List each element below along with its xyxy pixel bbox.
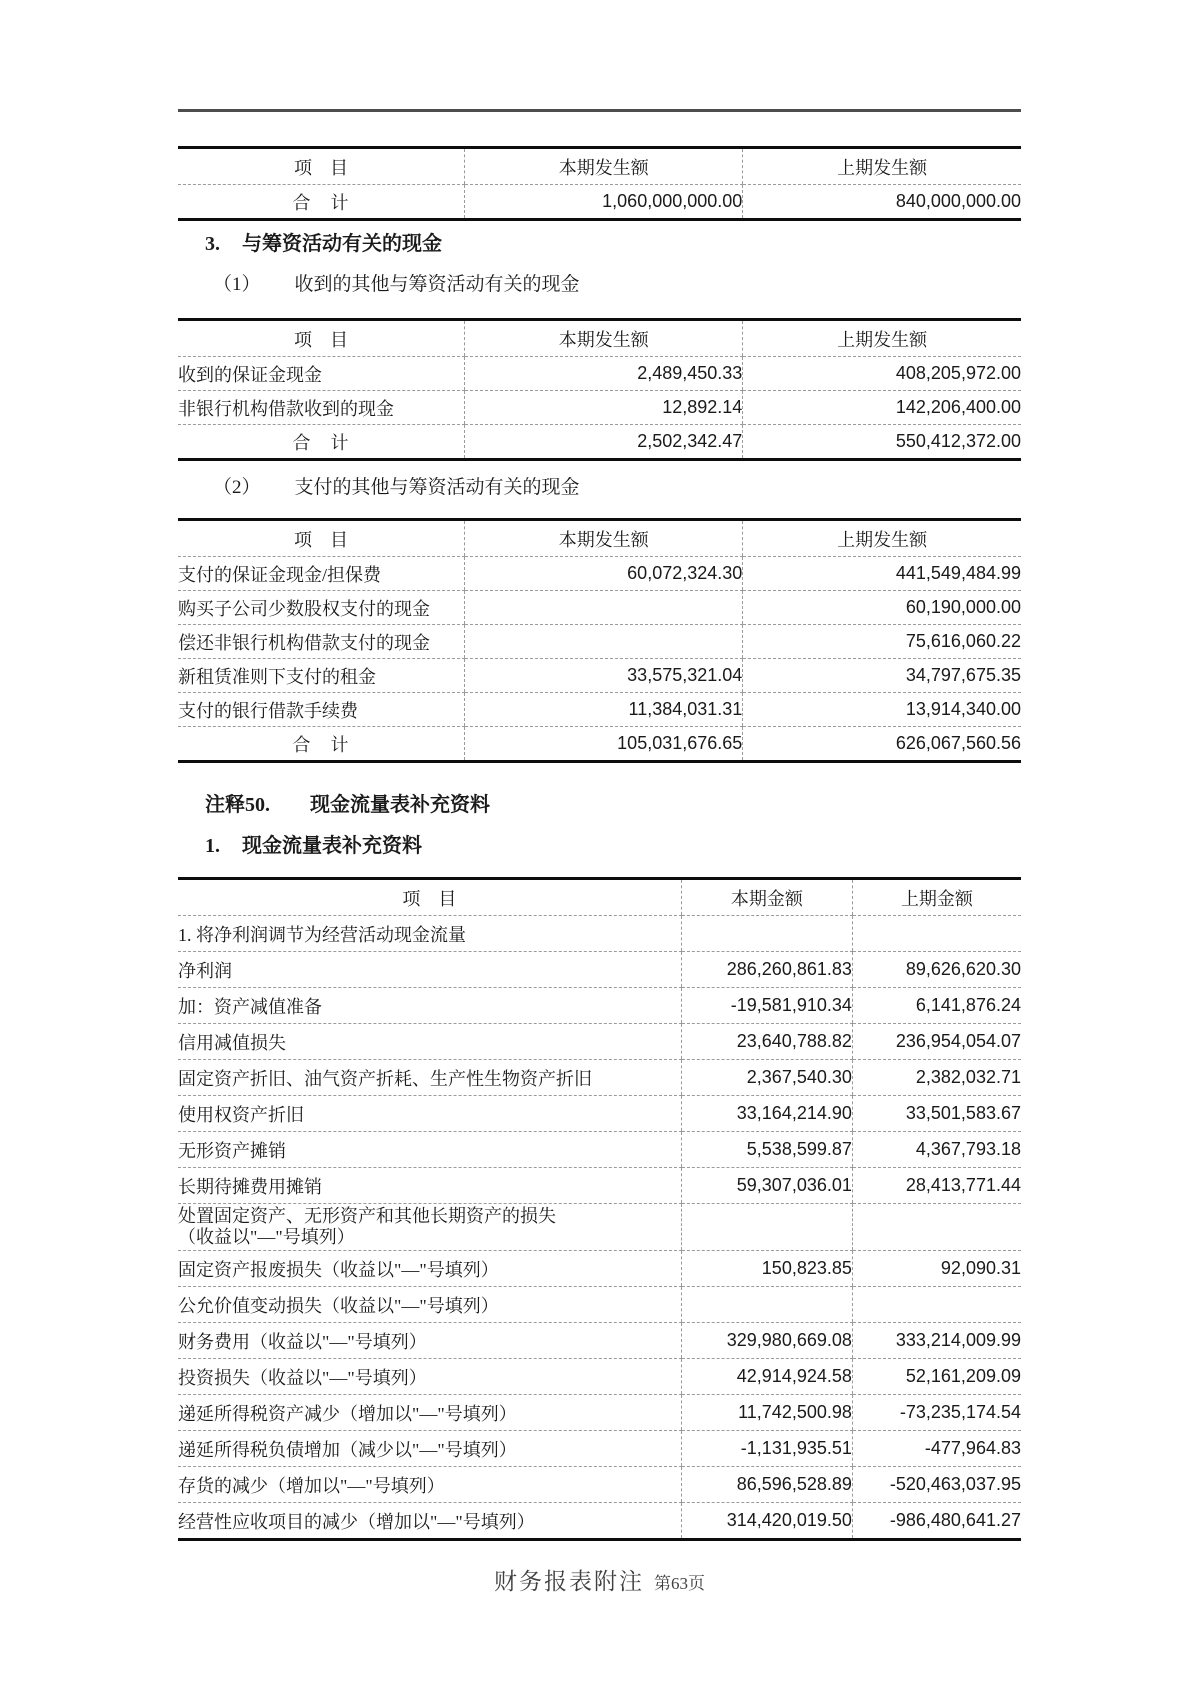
- page-footer: [178, 1567, 1021, 1600]
- table-row: [178, 916, 1021, 952]
- col-header-current-period: 本期发生额: [465, 320, 743, 357]
- row-prior-amount: 92,090.31: [852, 1251, 1021, 1287]
- total-label: 合 计: [292, 734, 350, 755]
- table-row: [178, 1251, 1021, 1287]
- row-label: 使用权资产折旧: [178, 1096, 681, 1132]
- table-header-row: [178, 148, 1021, 185]
- row-prior-amount: 13,914,340.00: [743, 693, 1021, 727]
- row-label: 公允价值变动损失（收益以"—"号填列）: [178, 1287, 681, 1323]
- col-header-prior-period: 上期发生额: [743, 320, 1021, 357]
- subnote-number: 1.: [205, 835, 220, 857]
- col-header-item: 项 目: [178, 320, 465, 357]
- row-current-amount: 33,164,214.90: [681, 1096, 852, 1132]
- row-current-amount: -1,131,935.51: [681, 1431, 852, 1467]
- row-label: 长期待摊费用摊销: [178, 1168, 681, 1204]
- table-header-row: [178, 320, 1021, 357]
- cash-flow-supplement-table: [178, 877, 1021, 1541]
- table-row: [178, 1168, 1021, 1204]
- subsection-heading-received: [178, 273, 1021, 297]
- table-row: [178, 1431, 1021, 1467]
- table-row: [178, 1024, 1021, 1060]
- row-label: [178, 1204, 681, 1251]
- row-label: 非银行机构借款收到的现金: [178, 391, 465, 425]
- table-row: [178, 1287, 1021, 1323]
- row-prior-amount: 33,501,583.67: [852, 1096, 1021, 1132]
- total-prior-amount: 626,067,560.56: [743, 727, 1021, 762]
- row-label: 净利润: [178, 952, 681, 988]
- row-prior-amount: 2,382,032.71: [852, 1060, 1021, 1096]
- table-row: [178, 1132, 1021, 1168]
- col-header-current-amount: 本期金额: [681, 879, 852, 916]
- row-current-amount: 59,307,036.01: [681, 1168, 852, 1204]
- row-label-line1: 处置固定资产、无形资产和其他长期资产的损失: [178, 1206, 556, 1226]
- row-label: 投资损失（收益以"—"号填列）: [178, 1359, 681, 1395]
- section-number: 3.: [205, 233, 220, 255]
- subnote-title: 现金流量表补充资料: [242, 835, 422, 857]
- row-label: 新租赁准则下支付的租金: [178, 659, 465, 693]
- row-prior-amount: 60,190,000.00: [743, 591, 1021, 625]
- row-label: 存货的减少（增加以"—"号填列）: [178, 1467, 681, 1503]
- row-prior-amount: 75,616,060.22: [743, 625, 1021, 659]
- row-current-amount: 2,367,540.30: [681, 1060, 852, 1096]
- row-current-amount: 42,914,924.58: [681, 1359, 852, 1395]
- row-label: 固定资产报废损失（收益以"—"号填列）: [178, 1251, 681, 1287]
- note50-heading: [178, 792, 1021, 818]
- table-row: [178, 557, 1021, 591]
- table-row: [178, 357, 1021, 391]
- row-current-amount: 314,420,019.50: [681, 1503, 852, 1540]
- row-prior-amount: 333,214,009.99: [852, 1323, 1021, 1359]
- subsection-number: （2）: [213, 477, 261, 498]
- row-label: 经营性应收项目的减少（增加以"—"号填列）: [178, 1511, 535, 1532]
- row-current-amount: 60,072,324.30: [465, 557, 743, 591]
- table-row: [178, 1323, 1021, 1359]
- row-label: 加：资产减值准备: [178, 988, 681, 1024]
- row-prior-amount: 52,161,209.09: [852, 1359, 1021, 1395]
- row-prior-amount: 34,797,675.35: [743, 659, 1021, 693]
- total-row: [178, 425, 1021, 460]
- subsection-heading-paid: [178, 476, 1021, 500]
- row-prior-amount: 4,367,793.18: [852, 1132, 1021, 1168]
- row-current-amount: [681, 916, 852, 952]
- row-label: 收到的保证金现金: [178, 357, 465, 391]
- row-current-amount: 286,260,861.83: [681, 952, 852, 988]
- total-current-amount: 2,502,342.47: [465, 425, 743, 460]
- header-rule: [178, 109, 1021, 112]
- total-current-amount: 105,031,676.65: [465, 727, 743, 762]
- row-prior-amount: -477,964.83: [852, 1431, 1021, 1467]
- row-label: 递延所得税负债增加（减少以"—"号填列）: [178, 1431, 681, 1467]
- total-row: [178, 185, 1021, 220]
- subsection-number: （1）: [213, 274, 261, 295]
- row-current-amount: -19,581,910.34: [681, 988, 852, 1024]
- row-current-amount: [681, 1204, 852, 1251]
- row-prior-amount: -520,463,037.95: [852, 1467, 1021, 1503]
- col-header-item: 项 目: [178, 879, 681, 916]
- table-row: [178, 1467, 1021, 1503]
- row-prior-amount: 6,141,876.24: [852, 988, 1021, 1024]
- row-current-amount: 5,538,599.87: [681, 1132, 852, 1168]
- row-current-amount: [681, 1287, 852, 1323]
- table-header-row: [178, 879, 1021, 916]
- row-prior-amount: 28,413,771.44: [852, 1168, 1021, 1204]
- table-row: [178, 988, 1021, 1024]
- row-prior-amount: 408,205,972.00: [743, 357, 1021, 391]
- section-title: 与筹资活动有关的现金: [242, 233, 442, 255]
- row-current-amount: 150,823.85: [681, 1251, 852, 1287]
- total-prior-amount: 840,000,000.00: [743, 185, 1021, 220]
- row-label: 支付的保证金现金/担保费: [178, 557, 465, 591]
- row-current-amount: 12,892.14: [465, 391, 743, 425]
- row-label: 递延所得税资产减少（增加以"—"号填列）: [178, 1395, 681, 1431]
- total-prior-amount: 550,412,372.00: [743, 425, 1021, 460]
- col-header-prior-amount: 上期金额: [852, 879, 1021, 916]
- footer-doc-title: 财务报表附注: [494, 1569, 644, 1594]
- col-header-prior-period: 上期发生额: [743, 520, 1021, 557]
- table-row: [178, 625, 1021, 659]
- row-current-amount: 11,384,031.31: [465, 693, 743, 727]
- row-prior-amount: [852, 916, 1021, 952]
- table-row: [178, 1060, 1021, 1096]
- table-row: [178, 1359, 1021, 1395]
- row-prior-amount: 89,626,620.30: [852, 952, 1021, 988]
- total-row: [178, 727, 1021, 762]
- row-prior-amount: 441,549,484.99: [743, 557, 1021, 591]
- subsection-title: 收到的其他与筹资活动有关的现金: [294, 274, 580, 295]
- row-prior-amount: -73,235,174.54: [852, 1395, 1021, 1431]
- row-current-amount: [465, 591, 743, 625]
- row-prior-amount: -986,480,641.27: [852, 1503, 1021, 1540]
- row-prior-amount: [852, 1204, 1021, 1251]
- row-prior-amount: 236,954,054.07: [852, 1024, 1021, 1060]
- row-label: 固定资产折旧、油气资产折耗、生产性生物资产折旧: [178, 1060, 681, 1096]
- received-other-financing-table: [178, 318, 1021, 461]
- total-current-amount: 1,060,000,000.00: [465, 185, 743, 220]
- note50-sub1-heading: [178, 833, 1021, 859]
- col-header-prior-period: 上期发生额: [743, 148, 1021, 185]
- row-label: 1. 将净利润调节为经营活动现金流量: [178, 916, 681, 952]
- row-current-amount: 2,489,450.33: [465, 357, 743, 391]
- row-current-amount: [465, 625, 743, 659]
- table-row: [178, 1395, 1021, 1431]
- row-label-line2: （收益以"—"号填列）: [178, 1227, 355, 1247]
- footer-page-number: 第63页: [654, 1574, 705, 1593]
- row-current-amount: 11,742,500.98: [681, 1395, 852, 1431]
- total-label: 合 计: [292, 432, 350, 453]
- table-row: [178, 952, 1021, 988]
- col-header-current-period: 本期发生额: [465, 148, 743, 185]
- paid-other-financing-table: [178, 518, 1021, 763]
- row-current-amount: 329,980,669.08: [681, 1323, 852, 1359]
- row-label: 支付的银行借款手续费: [178, 693, 465, 727]
- table-header-row: [178, 520, 1021, 557]
- carryover-total-table: [178, 146, 1021, 221]
- row-label: 购买子公司少数股权支付的现金: [178, 591, 465, 625]
- col-header-current-period: 本期发生额: [465, 520, 743, 557]
- col-header-item: 项 目: [178, 148, 465, 185]
- note-number: 注释50.: [205, 794, 270, 816]
- col-header-item: 项 目: [178, 520, 465, 557]
- row-label: 无形资产摊销: [178, 1132, 681, 1168]
- table-row: [178, 591, 1021, 625]
- row-prior-amount: 142,206,400.00: [743, 391, 1021, 425]
- row-current-amount: 33,575,321.04: [465, 659, 743, 693]
- row-label: 信用减值损失: [178, 1024, 681, 1060]
- row-current-amount: 86,596,528.89: [681, 1467, 852, 1503]
- table-row: [178, 391, 1021, 425]
- section-heading-financing-cash: [178, 231, 1021, 257]
- total-label: 合 计: [292, 192, 350, 213]
- table-row: [178, 659, 1021, 693]
- table-row: [178, 1096, 1021, 1132]
- row-label: 财务费用（收益以"—"号填列）: [178, 1323, 681, 1359]
- table-row: [178, 693, 1021, 727]
- row-label: 偿还非银行机构借款支付的现金: [178, 625, 465, 659]
- subsection-title: 支付的其他与筹资活动有关的现金: [294, 477, 580, 498]
- note-title: 现金流量表补充资料: [310, 794, 490, 816]
- table-row: [178, 1503, 1021, 1540]
- row-current-amount: 23,640,788.82: [681, 1024, 852, 1060]
- table-row: [178, 1204, 1021, 1251]
- row-prior-amount: [852, 1287, 1021, 1323]
